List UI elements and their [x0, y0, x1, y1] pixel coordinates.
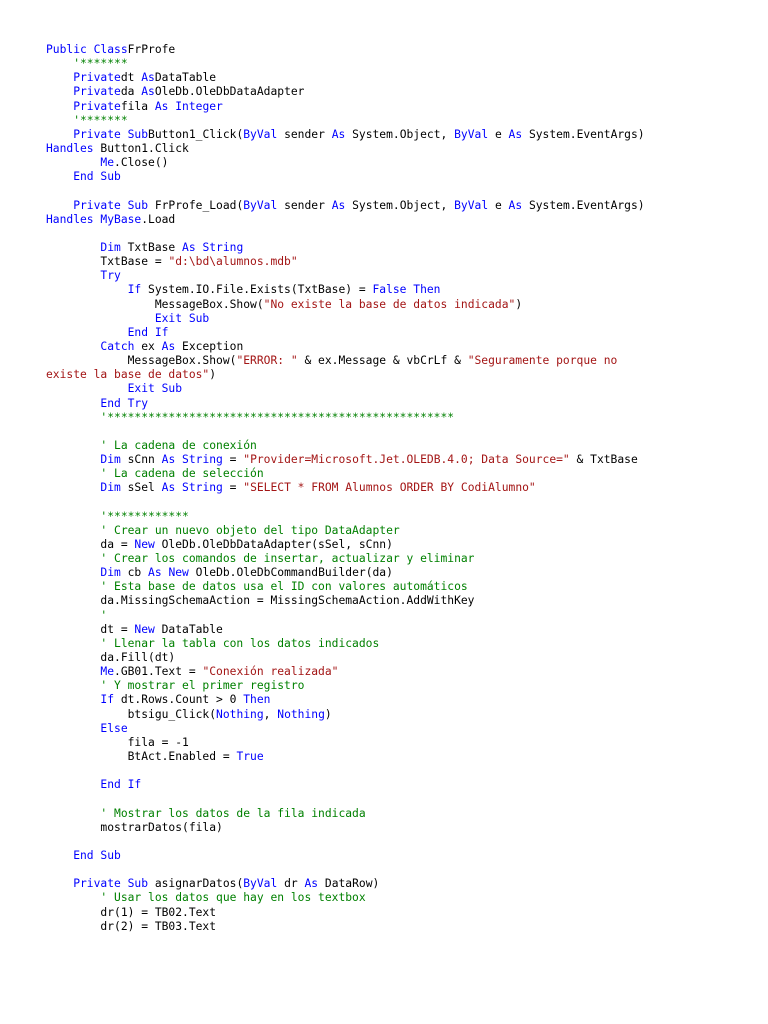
code-keyword: Private Sub [46, 198, 149, 212]
code-keyword: As [141, 85, 155, 99]
code-keyword: Exit Sub [46, 382, 183, 396]
code-text: dt.Rows.Count > 0 [114, 693, 244, 707]
code-line [46, 255, 746, 269]
code-listing [46, 43, 746, 934]
code-line [46, 411, 746, 425]
code-line [46, 156, 746, 170]
code-keyword: End Sub [46, 170, 121, 184]
code-keyword: As [331, 198, 346, 212]
code-line [46, 170, 746, 184]
code-line [46, 807, 746, 821]
code-text: System.EventArgs) [522, 198, 645, 212]
code-line [46, 312, 746, 326]
code-line [46, 877, 746, 891]
code-line [46, 736, 746, 750]
code-text: = [222, 453, 244, 467]
code-line [46, 326, 746, 340]
code-line [46, 184, 746, 198]
code-comment: '******* [46, 113, 128, 127]
code-text: e [488, 127, 509, 141]
code-text: cb [120, 566, 149, 580]
code-text: System.Object, [345, 198, 455, 212]
code-line [46, 835, 746, 849]
code-line [46, 283, 746, 297]
code-comment: ' Llenar la tabla con los datos indicados [46, 636, 380, 650]
code-line [46, 368, 746, 382]
code-keyword: False Then [372, 283, 441, 297]
code-text: e [488, 198, 509, 212]
code-text: btsigu_Click( [46, 707, 217, 721]
code-keyword: Private [46, 85, 121, 99]
code-text: & ex.Message & vbCrLf & [297, 354, 468, 368]
code-line [46, 693, 746, 707]
code-line [46, 128, 746, 142]
code-line [46, 85, 746, 99]
code-keyword: Handles [46, 141, 94, 155]
code-line [46, 213, 746, 227]
code-line [46, 397, 746, 411]
code-line [46, 142, 746, 156]
code-string: "No existe la base de datos indicada" [263, 297, 516, 311]
code-keyword: As [508, 198, 523, 212]
code-keyword: Private Sub [46, 127, 149, 141]
code-line [46, 340, 746, 354]
code-text: System.EventArgs) [522, 127, 645, 141]
code-text: ) [515, 297, 523, 311]
code-keyword: As New [148, 566, 189, 580]
code-keyword: ByVal [454, 127, 489, 141]
code-keyword: As String [182, 240, 244, 254]
code-comment: ' [46, 608, 108, 622]
code-keyword: End If [46, 325, 169, 339]
code-keyword: Catch [46, 339, 135, 353]
code-line [46, 467, 746, 481]
code-text: TxtBase = [46, 255, 169, 269]
code-text: dt = [46, 622, 135, 636]
code-text: dr(2) = TB03.Text [46, 919, 217, 933]
code-keyword: End Try [46, 396, 149, 410]
code-comment: ' Esta base de datos usa el ID con valores automáticos [46, 580, 468, 594]
code-text: Button1_Click( [148, 127, 244, 141]
code-text: sCnn [120, 453, 162, 467]
code-line [46, 241, 746, 255]
code-keyword: ByVal [243, 127, 278, 141]
code-text: sender [277, 127, 332, 141]
code-line [46, 382, 746, 396]
code-line [46, 354, 746, 368]
code-text: dt [120, 71, 142, 85]
code-string: "Provider=Microsoft.Jet.OLEDB.4.0; Data Source=" [243, 453, 570, 467]
code-line [46, 679, 746, 693]
code-comment: '*************************************************** [46, 410, 455, 424]
code-line [46, 764, 746, 778]
code-text: .GB01.Text = [114, 665, 203, 679]
code-keyword: Exit Sub [46, 311, 210, 325]
code-line [46, 778, 746, 792]
code-keyword: As [331, 127, 346, 141]
code-text: FrProfe [127, 43, 176, 56]
code-text: dr(1) = TB02.Text [46, 905, 217, 919]
code-text: Exception [175, 339, 244, 353]
code-text: sender [277, 198, 332, 212]
code-line [46, 750, 746, 764]
code-line [46, 269, 746, 283]
code-text: OleDb.OleDbDataAdapter(sSel, sCnn) [154, 537, 393, 551]
code-text: = [222, 481, 244, 495]
code-comment: ' Crear un nuevo objeto del tipo DataAdapter [46, 523, 400, 537]
code-line [46, 71, 746, 85]
code-string: "d:\bd\alumnos.mdb" [168, 255, 298, 269]
code-line [46, 920, 746, 934]
code-text: ) [324, 707, 332, 721]
code-line [46, 849, 746, 863]
code-line [46, 651, 746, 665]
code-keyword: Me [46, 665, 115, 679]
code-text: , [263, 707, 278, 721]
code-line [46, 594, 746, 608]
code-comment: ' Crear los comandos de insertar, actualizar y eliminar [46, 552, 475, 566]
code-line [46, 57, 746, 71]
code-keyword: Me [46, 156, 115, 170]
code-keyword: Dim [46, 453, 121, 467]
code-text: MessageBox.Show( [46, 354, 237, 368]
code-line [46, 821, 746, 835]
code-keyword: Public Class [46, 43, 128, 56]
code-keyword: Try [46, 269, 121, 283]
code-text: .Close() [114, 156, 169, 170]
code-keyword: If [46, 693, 115, 707]
code-line [46, 43, 746, 57]
code-keyword: Then [243, 693, 271, 707]
code-line [46, 298, 746, 312]
code-keyword: Dim [46, 566, 121, 580]
code-keyword: Nothing [277, 707, 325, 721]
code-text: fila = -1 [46, 735, 189, 749]
code-keyword: End Sub [46, 849, 121, 863]
code-keyword: ByVal [454, 198, 489, 212]
code-text: OleDb.OleDbCommandBuilder(da) [188, 566, 393, 580]
code-string: "Seguramente porque no [467, 354, 618, 368]
code-keyword: As [508, 127, 523, 141]
code-line [46, 637, 746, 651]
code-line [46, 496, 746, 510]
code-line [46, 425, 746, 439]
code-text: DataTable [154, 622, 223, 636]
code-comment: ' La cadena de conexión [46, 438, 257, 452]
code-keyword: As String [161, 481, 223, 495]
code-keyword: New [134, 537, 155, 551]
code-keyword: Private [46, 99, 121, 113]
code-keyword: ByVal [243, 877, 278, 891]
code-keyword: ByVal [243, 198, 278, 212]
code-line [46, 524, 746, 538]
code-keyword: As [141, 71, 155, 85]
code-line [46, 708, 746, 722]
code-keyword: Handles MyBase [46, 212, 142, 226]
code-text: da.Fill(dt) [46, 651, 176, 665]
code-keyword: End If [46, 778, 142, 792]
code-line [46, 623, 746, 637]
code-comment: ' Mostrar los datos de la fila indicada [46, 806, 366, 820]
code-text: DataTable [154, 71, 217, 85]
code-keyword: Dim [46, 240, 121, 254]
code-text: da [120, 85, 142, 99]
code-line [46, 538, 746, 552]
code-line [46, 227, 746, 241]
code-text: BtAct.Enabled = [46, 750, 237, 764]
code-text: asignarDatos( [148, 877, 244, 891]
code-line [46, 665, 746, 679]
code-line [46, 863, 746, 877]
code-text: sSel [120, 481, 162, 495]
code-keyword: Private [46, 71, 121, 85]
code-comment: ' Y mostrar el primer registro [46, 679, 305, 693]
code-comment: ' La cadena de selección [46, 467, 264, 481]
code-text: ex [134, 339, 162, 353]
code-line [46, 510, 746, 524]
code-text: & TxtBase [569, 453, 638, 467]
code-line [46, 722, 746, 736]
code-text: DataRow) [318, 877, 380, 891]
code-comment: '******* [46, 57, 128, 71]
code-line [46, 114, 746, 128]
code-text: TxtBase [120, 240, 183, 254]
code-text: da = [46, 537, 135, 551]
code-text: ) [209, 368, 217, 382]
code-line [46, 199, 746, 213]
code-text: fila [120, 99, 155, 113]
code-keyword: Nothing [216, 707, 264, 721]
code-string: "Conexión realizada" [202, 665, 339, 679]
code-line [46, 906, 746, 920]
code-keyword: If [46, 283, 142, 297]
code-comment: '************ [46, 509, 189, 523]
code-text: da.MissingSchemaAction = MissingSchemaAction.AddWithKey [46, 594, 475, 608]
code-text: mostrarDatos(fila) [46, 820, 223, 834]
code-keyword: Else [46, 721, 128, 735]
code-string: existe la base de datos" [46, 368, 210, 382]
code-line [46, 792, 746, 806]
code-text: .Load [141, 212, 176, 226]
code-text: OleDb.OleDbDataAdapter [154, 85, 305, 99]
code-line [46, 481, 746, 495]
code-line [46, 552, 746, 566]
code-line [46, 100, 746, 114]
code-text: dr [277, 877, 305, 891]
code-comment: ' Usar los datos que hay en los textbox [46, 891, 366, 905]
code-keyword: New [134, 622, 155, 636]
code-text: MessageBox.Show( [46, 297, 264, 311]
code-keyword: Private Sub [46, 877, 149, 891]
code-text: FrProfe_Load( [148, 198, 244, 212]
code-line [46, 566, 746, 580]
code-keyword: As Integer [154, 99, 223, 113]
code-line [46, 580, 746, 594]
code-line [46, 439, 746, 453]
code-keyword: True [236, 750, 264, 764]
code-string: "ERROR: " [236, 354, 298, 368]
code-keyword: As [304, 877, 319, 891]
code-keyword: As String [161, 453, 223, 467]
code-string: "SELECT * FROM Alumnos ORDER BY CodiAlumno" [243, 481, 536, 495]
code-text: System.IO.File.Exists(TxtBase) = [141, 283, 373, 297]
code-text: System.Object, [345, 127, 455, 141]
code-text: Button1.Click [93, 141, 189, 155]
code-keyword: Dim [46, 481, 121, 495]
code-keyword: As [161, 339, 176, 353]
code-line [46, 453, 746, 467]
code-line [46, 891, 746, 905]
code-line [46, 609, 746, 623]
